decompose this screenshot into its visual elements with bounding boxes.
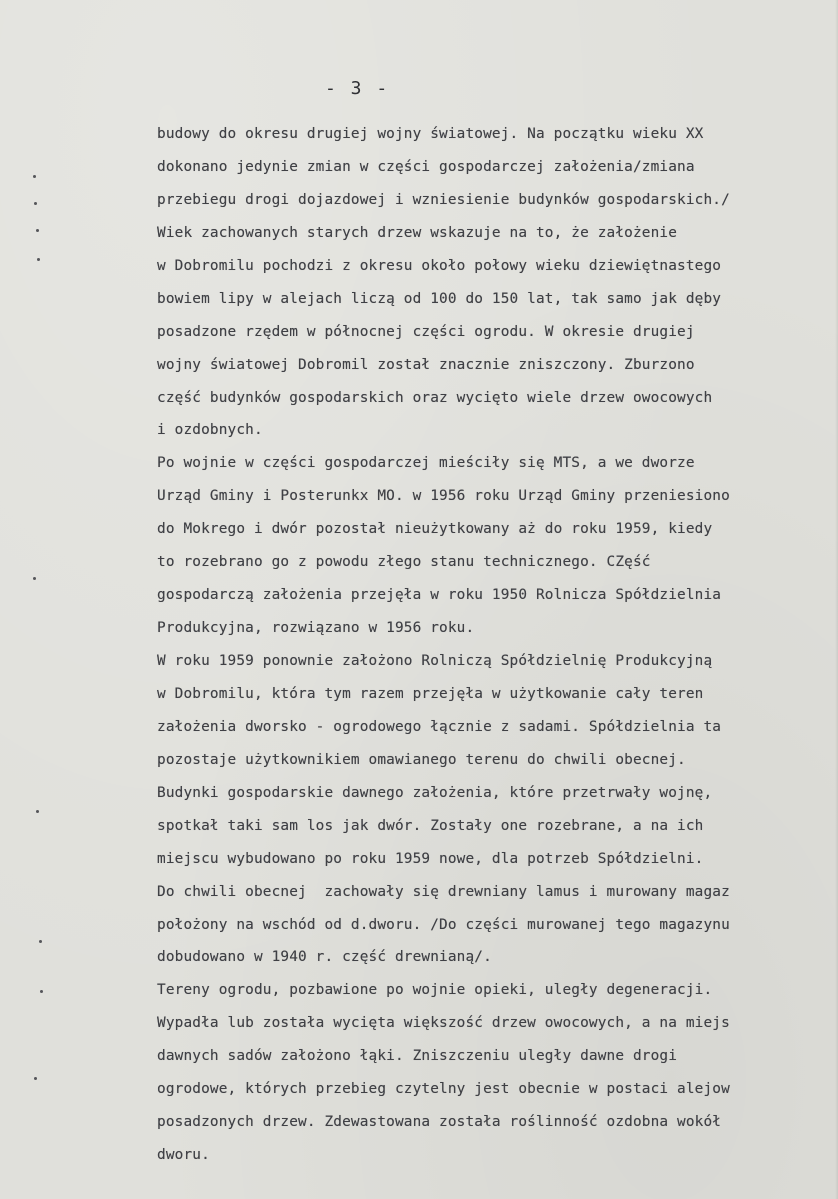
text-line: Urząd Gminy i Posterunkx MO. w 1956 roku Urząd Gminy przeniesiono <box>157 488 730 505</box>
text-line: przebiegu drogi dojazdowej i wzniesienie budynków gospodarskich./ <box>157 191 730 208</box>
text-line: Tereny ogrodu, pozbawione po wojnie opieki, uległy degeneracji. <box>157 982 713 999</box>
text-line: założenia dworsko - ogrodowego łącznie z sadami. Spółdzielnia ta <box>157 718 722 735</box>
text-line: dawnych sadów założono łąki. Zniszczeniu uległy dawne drogi <box>157 1048 678 1065</box>
text-line: pozostaje użytkownikiem omawianego terenu do chwili obecnej. <box>157 751 686 768</box>
text-line: posadzone rzędem w północnej części ogrodu. W okresie drugiej <box>157 323 695 340</box>
text-line: posadzonych drzew. Zdewastowana została roślinność ozdobna wokół <box>157 1114 722 1131</box>
margin-punch-mark <box>34 202 37 205</box>
text-line: Po wojnie w części gospodarczej mieściły się MTS, a we dworze <box>157 455 695 472</box>
margin-punch-mark <box>39 940 42 943</box>
text-line: dokonano jedynie zmian w części gospodarczej założenia/zmiana <box>157 158 695 175</box>
text-line: Budynki gospodarskie dawnego założenia, które przetrwały wojnę, <box>157 784 713 801</box>
text-line: wojny światowej Dobromil został znacznie zniszczony. Zburzono <box>157 356 695 373</box>
margin-punch-mark <box>40 990 43 993</box>
text-line: miejscu wybudowano po roku 1959 nowe, dla potrzeb Spółdzielni. <box>157 850 704 867</box>
text-line: Do chwili obecnej zachowały się drewniany lamus i murowany magaz <box>157 883 730 900</box>
text-line: położony na wschód od d.dworu. /Do części murowanej tego magazynu <box>157 916 730 933</box>
text-line: Wiek zachowanych starych drzew wskazuje na to, że założenie <box>157 224 678 241</box>
text-line: to rozebrano go z powodu złego stanu technicznego. CZęść <box>157 554 651 571</box>
text-line: dworu. <box>157 1147 210 1164</box>
page-number: - 3 - <box>325 78 390 99</box>
text-line: bowiem lipy w alejach liczą od 100 do 150 lat, tak samo jak dęby <box>157 290 722 307</box>
text-line: w Dobromilu pochodzi z okresu około połowy wieku dziewiętnastego <box>157 257 722 274</box>
text-line: budowy do okresu drugiej wojny światowej. Na początku wieku XX <box>157 126 704 142</box>
text-line: część budynków gospodarskich oraz wycięto wiele drzew owocowych <box>157 389 713 406</box>
text-line: Produkcyjna, rozwiązano w 1956 roku. <box>157 620 475 637</box>
text-line: ogrodowe, których przebieg czytelny jest obecnie w postaci alejow <box>157 1081 730 1098</box>
text-line: gospodarczą założenia przejęła w roku 1950 Rolnicza Spółdzielnia <box>157 587 722 604</box>
text-line: do Mokrego i dwór pozostał nieużytkowany aż do roku 1959, kiedy <box>157 521 713 538</box>
margin-punch-mark <box>37 258 40 261</box>
text-line: w Dobromilu, która tym razem przejęła w użytkowanie cały teren <box>157 685 704 702</box>
margin-punch-mark <box>36 810 39 813</box>
body-text <box>157 118 837 1172</box>
margin-punch-mark <box>33 175 36 178</box>
margin-punch-mark <box>34 1077 37 1080</box>
margin-punch-mark <box>33 577 36 580</box>
text-line: W roku 1959 ponownie założono Rolniczą Spółdzielnię Produkcyjną <box>157 653 713 669</box>
margin-punch-mark <box>36 229 39 232</box>
text-line: spotkał taki sam los jak dwór. Zostały one rozebrane, a na ich <box>157 817 704 834</box>
text-line: i ozdobnych. <box>157 422 263 439</box>
text-line: Wypadła lub została wycięta większość drzew owocowych, a na miejs <box>157 1015 730 1032</box>
text-line: dobudowano w 1940 r. część drewnianą/. <box>157 949 492 966</box>
